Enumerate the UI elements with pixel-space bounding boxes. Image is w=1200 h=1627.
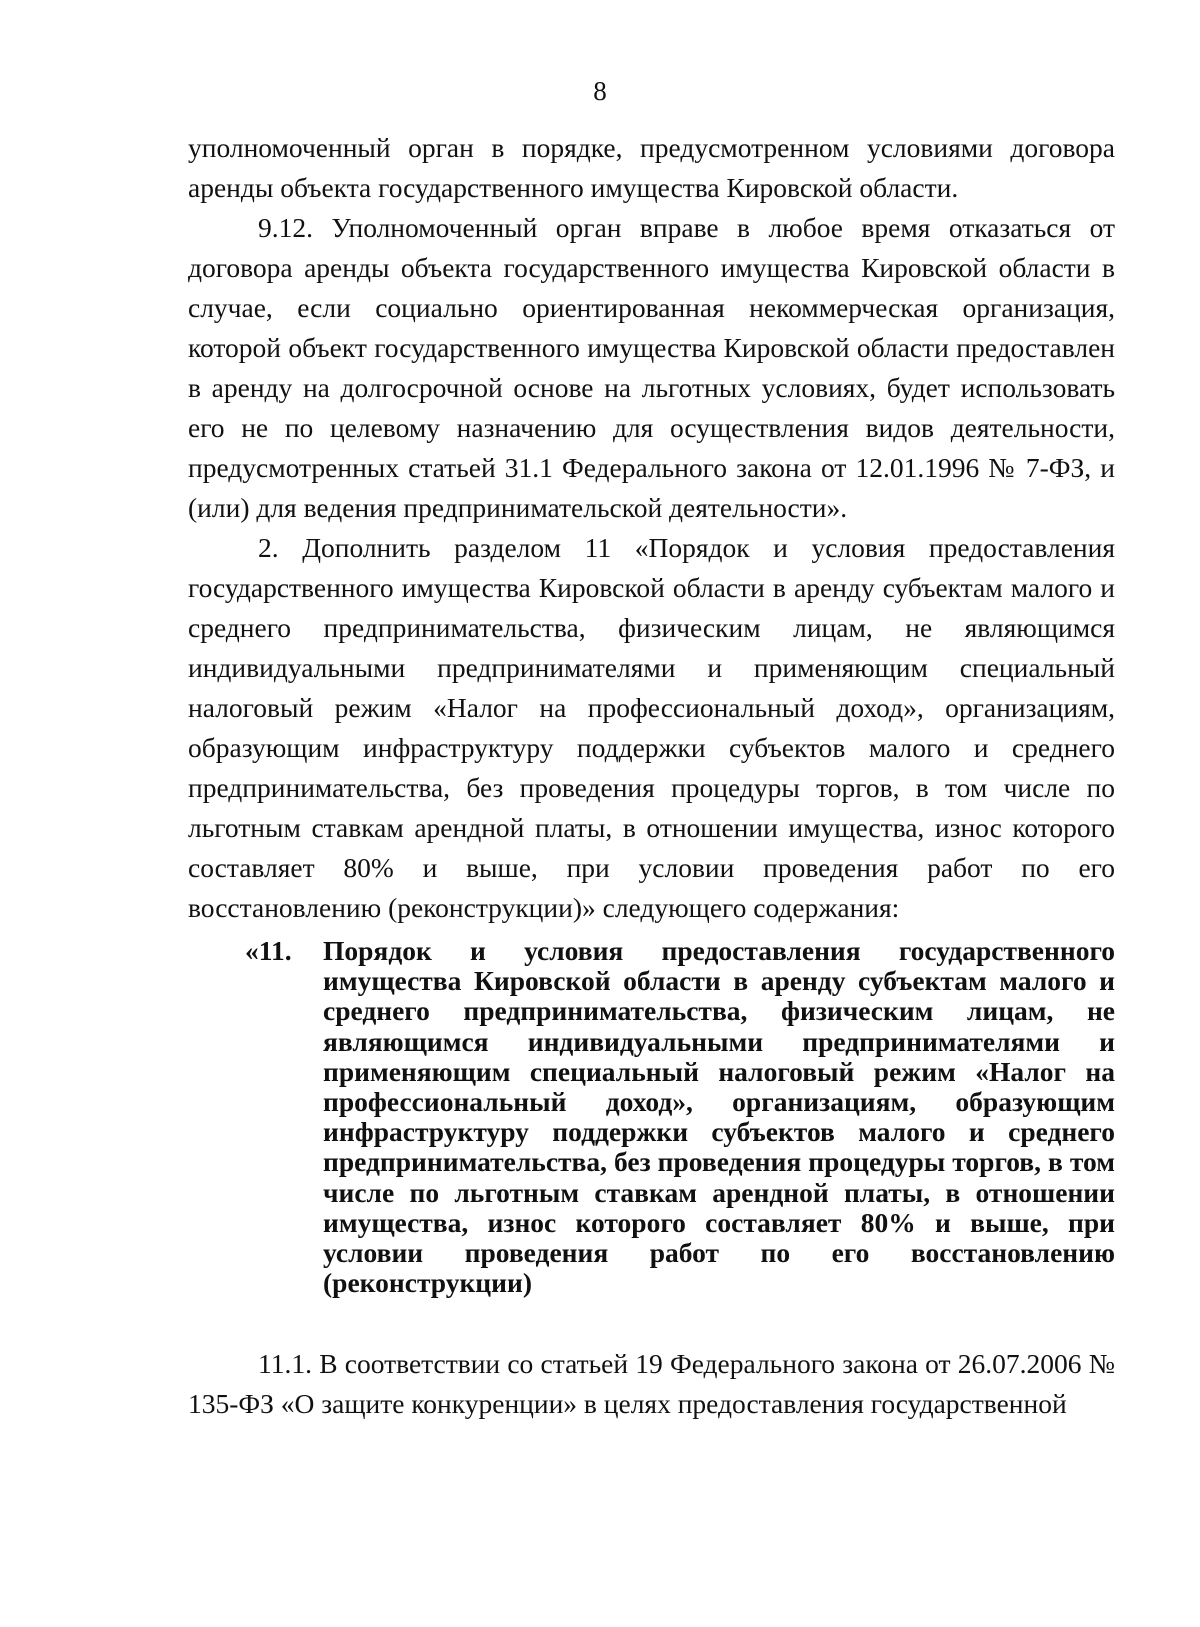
- paragraph-continuation: уполномоченный орган в порядке, предусмотренном условиями договора аренды объекта государственного имущества Кировской области.: [188, 132, 1115, 203]
- paragraph-11-1: 11.1. В соответствии со статьей 19 Федерального закона от 26.07.2006 № 135-ФЗ «О защите конкуренции» в целях предоставления государственной: [188, 1348, 1115, 1420]
- paragraph-item-2: 2. Дополнить разделом 11 «Порядок и условия предоставления государственного имущества Кировской области в аренду субъектам малого и среднего предпринимательства, физическим лицам, не являющимся индивидуальными предпринимателями и применяющим специальный налоговый режим «Налог на профессиональный доход», организациям, образующим инфраструктуру поддержки субъектов малого и среднего предпринимательства, без проведения процедуры торгов, в том числе по льготным ставкам арендной платы, в отношении имущества, износ которого составляет 80% и выше, при условии проведения работ по его восстановлению (реконструкции)» следующего содержания:: [188, 532, 1115, 923]
- page-number: 8: [593, 76, 607, 106]
- paragraph-9-12: 9.12. Уполномоченный орган вправе в любое время отказаться от договора аренды объекта государственного имущества Кировской области в случае, если социально ориентированная некоммерческая организация, которой объект государственного имущества Кировской области предоставлен в аренду на долгосрочной основе на льготных условиях, будет использовать его не по целевому назначению для осуществления видов деятельности, предусмотренных статьей 31.1 Федерального закона от 12.01.1996 № 7-ФЗ, и (или) для ведения предпринимательской деятельности».: [188, 212, 1115, 523]
- document-body: [188, 128, 1115, 1424]
- section-title: Порядок и условия предоставления государственного имущества Кировской области в аренду субъектам малого и среднего предпринимательства, физическим лицам, не являющимся индивидуальными предпринимателями и применяющим специальный налоговый режим «Налог на профессиональный доход», организациям, образующим инфраструктуру поддержки субъектов малого и среднего предпринимательства, без проведения процедуры торгов, в том числе по льготным ставкам арендной платы, в отношении имущества, износ которого составляет 80% и выше, при условии проведения работ по его восстановлению (реконструкции): [323, 935, 1115, 1299]
- section-11-heading: [188, 936, 1115, 1298]
- section-number: «11.: [245, 935, 292, 966]
